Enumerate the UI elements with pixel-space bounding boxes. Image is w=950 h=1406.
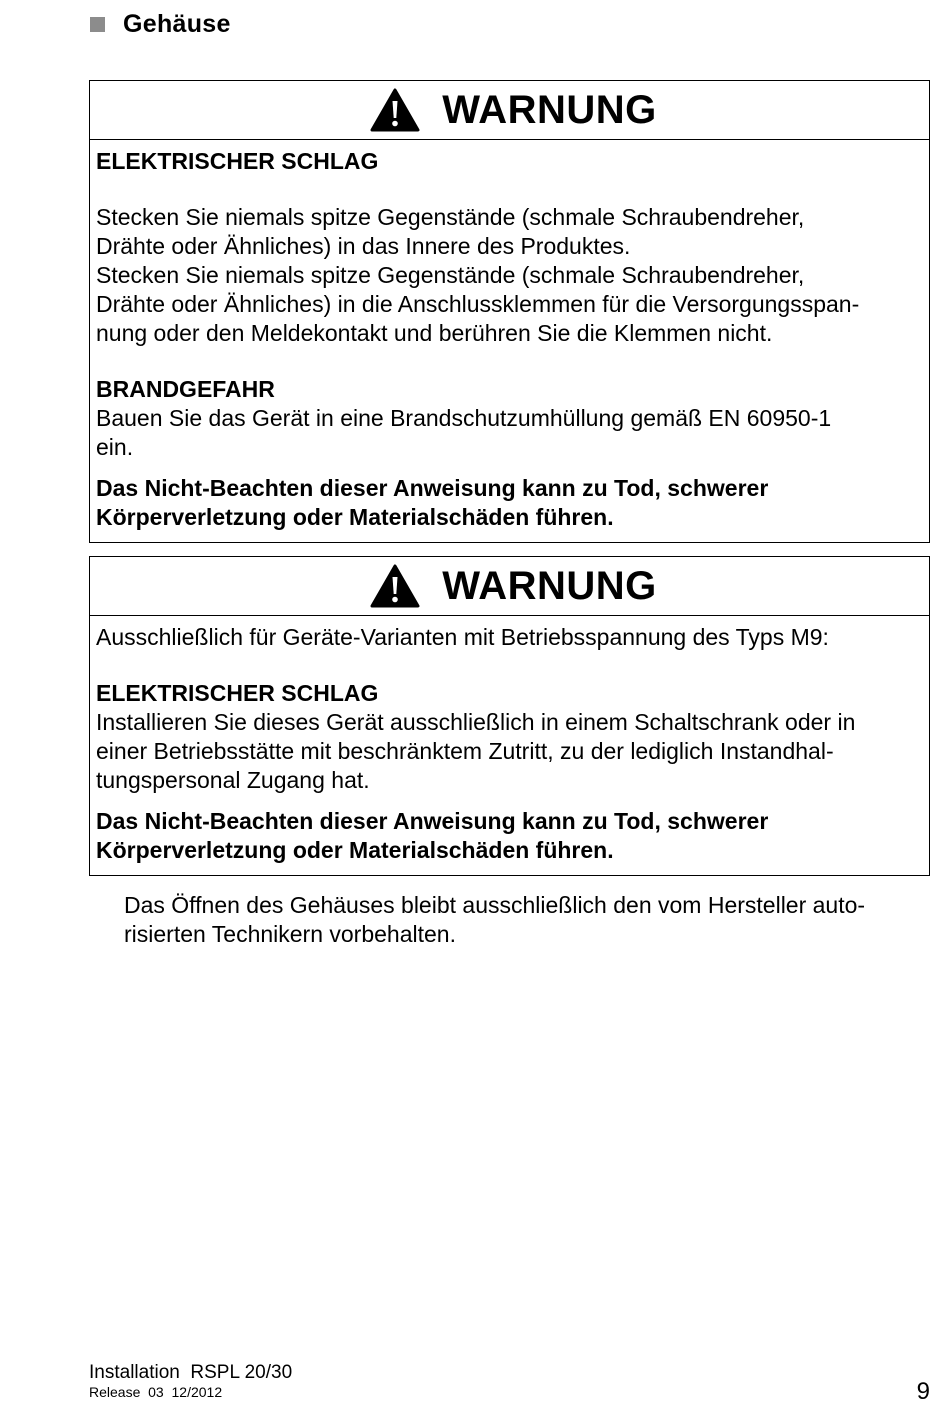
consequence-line: Körperverletzung oder Materialschäden führen. <box>96 837 614 863</box>
hazard-text-line: einer Betriebsstätte mit beschränktem Zutritt, zu der lediglich Instandhal- <box>96 738 834 764</box>
warning-triangle-icon <box>370 564 420 608</box>
hazard-text-line: Stecken Sie niemals spitze Gegenstände (schmale Schraubendreher, <box>96 204 805 230</box>
warning-box-2 <box>89 556 930 876</box>
warning-header <box>90 81 929 140</box>
consequence-line: Das Nicht-Beachten dieser Anweisung kann zu Tod, schwerer <box>96 808 769 834</box>
warning-triangle-icon <box>370 88 420 132</box>
intro-line: risierten Technikern vorbehalten. <box>124 921 456 947</box>
footer-release: Release 03 12/2012 <box>89 1384 223 1400</box>
hazard-title-fire: BRANDGEFAHR <box>96 376 275 402</box>
intro-paragraph <box>124 891 932 949</box>
hazard-text-line: nung oder den Meldekontakt und berühren Sie die Klemmen nicht. <box>96 320 773 346</box>
warning-body <box>90 140 929 542</box>
section-bullet-square <box>90 17 105 32</box>
hazard-title-electric: ELEKTRISCHER SCHLAG <box>96 680 379 706</box>
footer <box>89 1361 292 1401</box>
consequence-line: Das Nicht-Beachten dieser Anweisung kann zu Tod, schwerer <box>96 475 769 501</box>
hazard-text-line: ein. <box>96 434 134 460</box>
warning-label: WARNUNG <box>442 88 657 132</box>
intro-line: Das Öffnen des Gehäuses bleibt ausschließlich den vom Hersteller auto- <box>124 892 866 918</box>
hazard-text-line: Installieren Sie dieses Gerät ausschließlich in einem Schaltschrank oder in <box>96 709 856 735</box>
warning-body <box>90 616 929 875</box>
footer-doc-title: Installation RSPL 20/30 <box>89 1362 293 1383</box>
hazard-text-line: tungspersonal Zugang hat. <box>96 767 370 793</box>
warning-header <box>90 557 929 616</box>
section-heading <box>90 10 231 39</box>
warning-label: WARNUNG <box>442 564 657 608</box>
warning-scope: Ausschließlich für Geräte-Varianten mit Betriebsspannung des Typs M9: <box>96 624 829 650</box>
page-number: 9 <box>916 1378 930 1405</box>
hazard-text-line: Drähte oder Ähnliches) in die Anschlussklemmen für die Versorgungsspan- <box>96 291 860 317</box>
hazard-text-line: Stecken Sie niemals spitze Gegenstände (schmale Schraubendreher, <box>96 262 805 288</box>
warning-box-1 <box>89 80 930 543</box>
hazard-text-line: Drähte oder Ähnliches) in das Innere des Produktes. <box>96 233 631 259</box>
hazard-text-line: Bauen Sie das Gerät in eine Brandschutzumhüllung gemäß EN 60950-1 <box>96 405 832 431</box>
hazard-title-electric: ELEKTRISCHER SCHLAG <box>96 148 379 174</box>
section-title: Gehäuse <box>123 10 231 38</box>
consequence-line: Körperverletzung oder Materialschäden führen. <box>96 504 614 530</box>
